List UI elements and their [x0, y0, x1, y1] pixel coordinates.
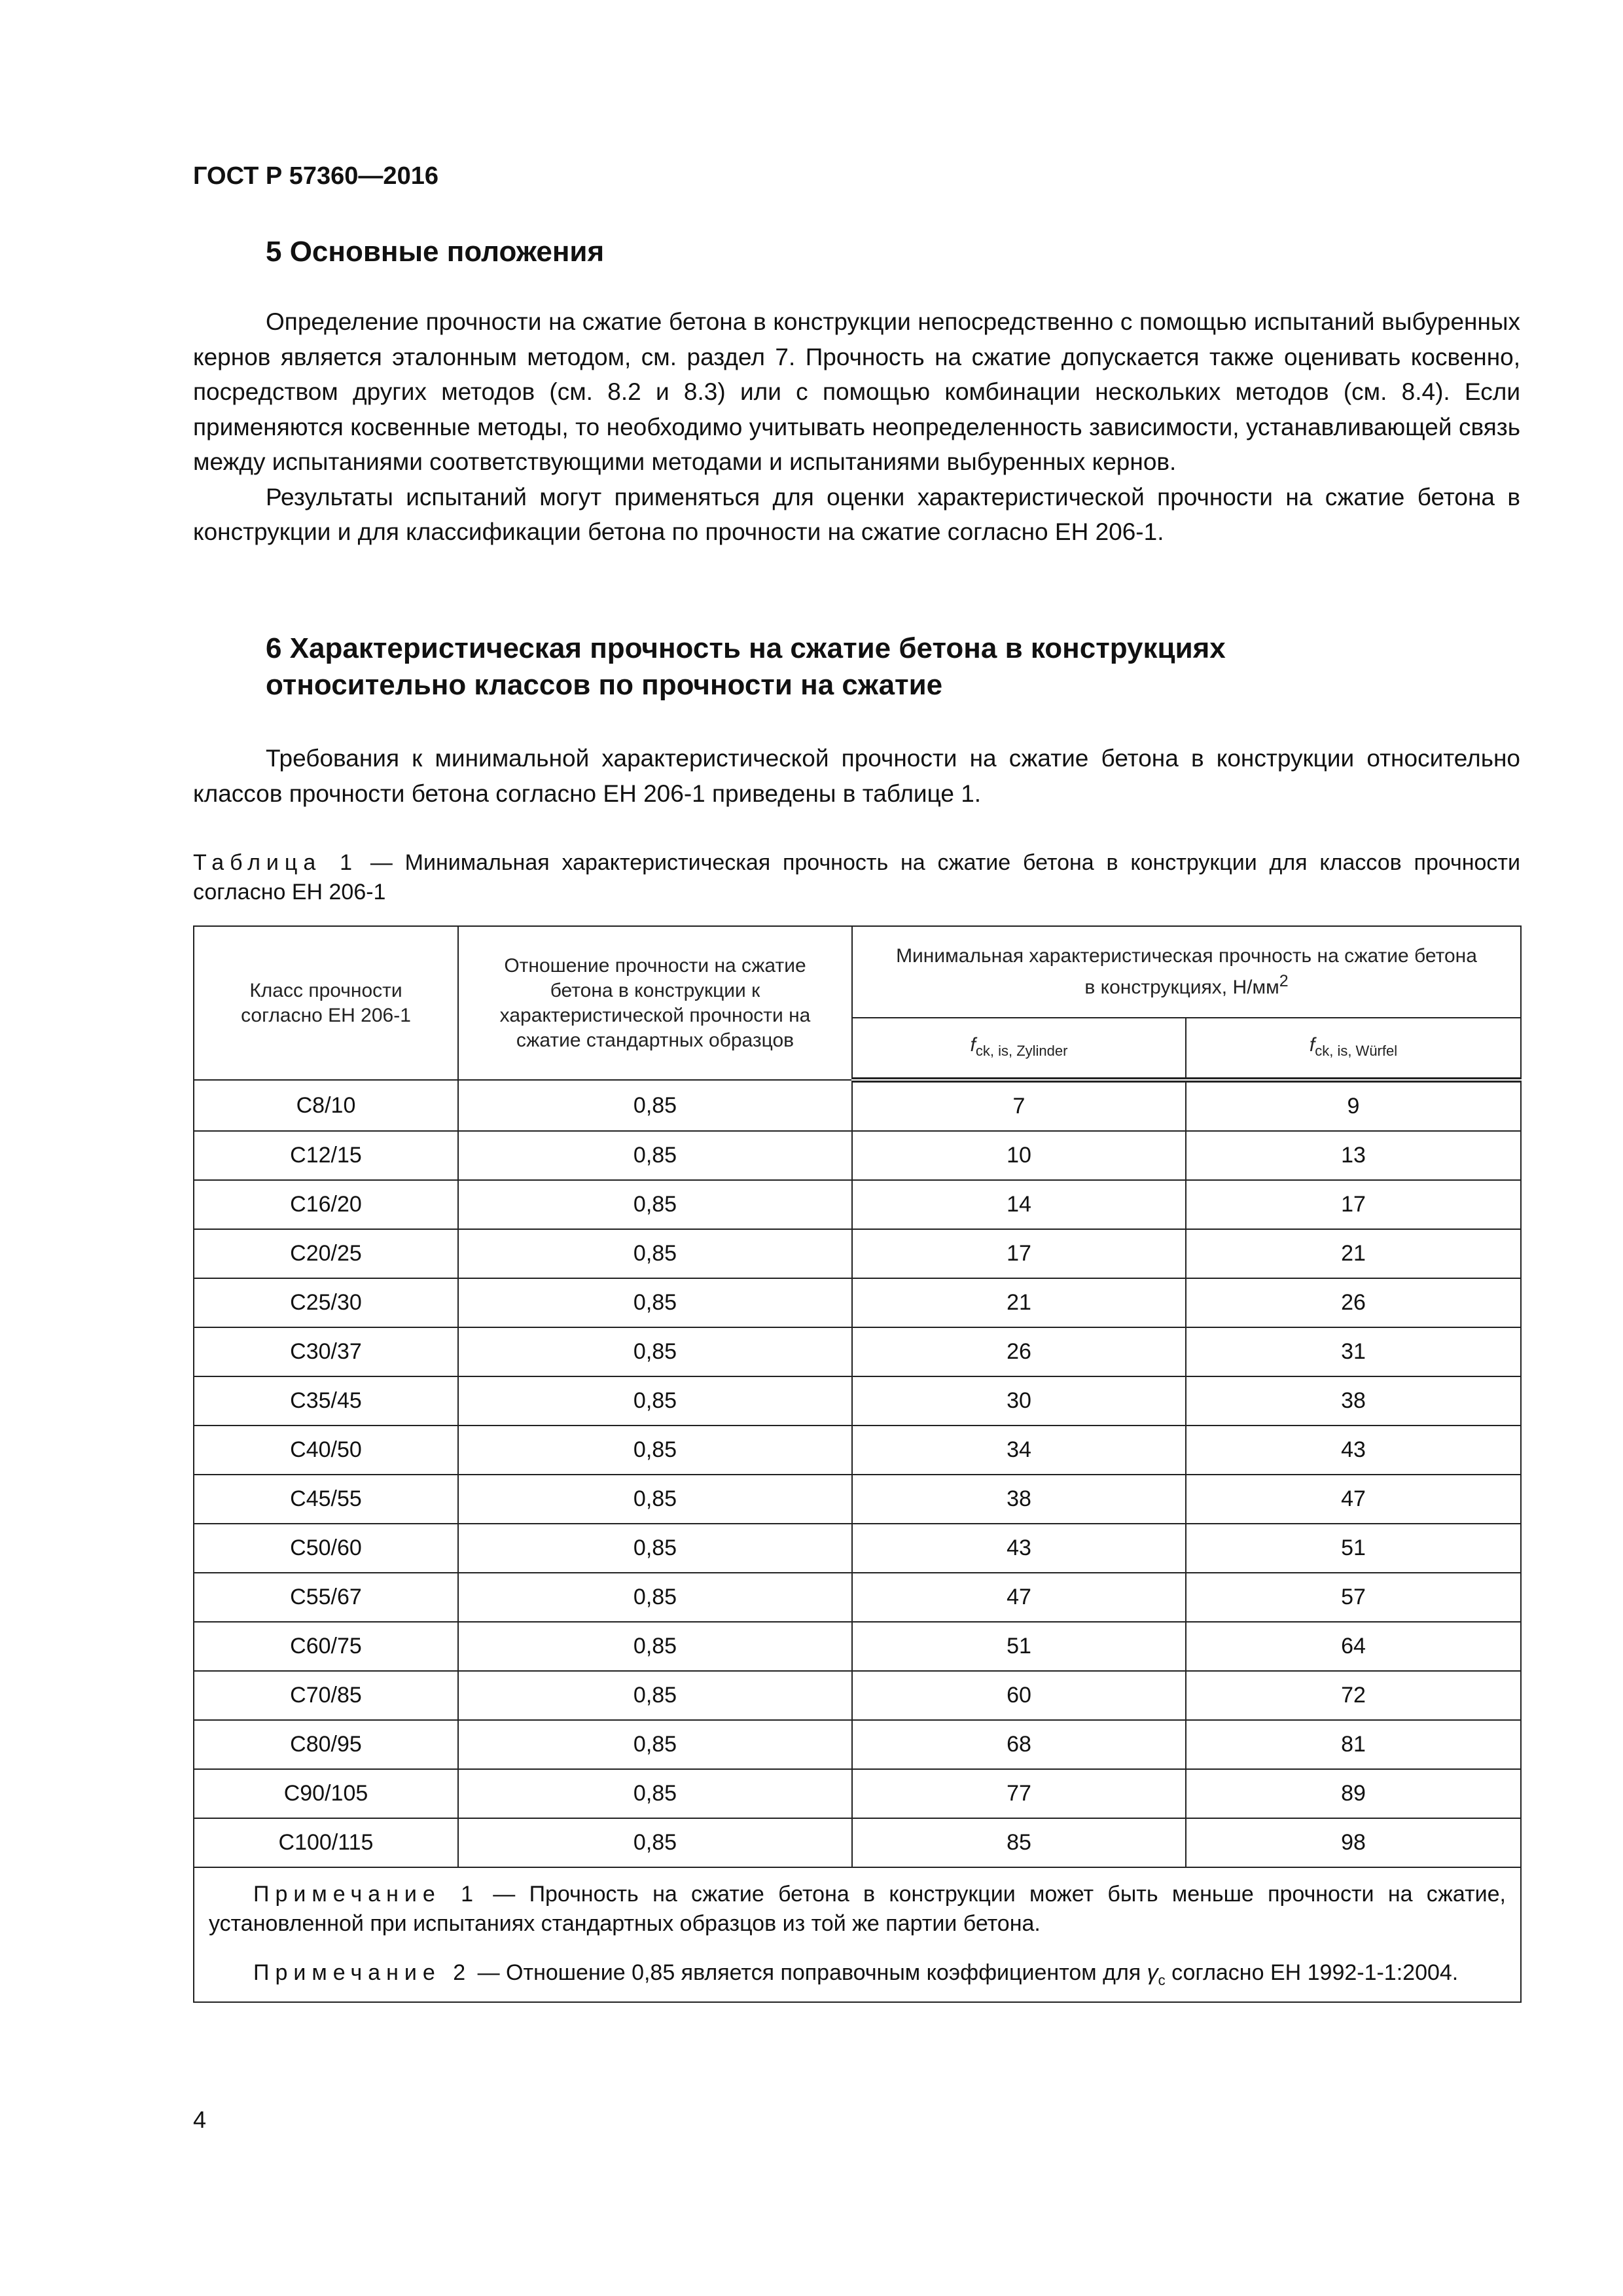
ratio-cell: 0,85 [458, 1229, 852, 1278]
ratio-cell: 0,85 [458, 1475, 852, 1524]
table-row [194, 1131, 1521, 1180]
note-1 [209, 1880, 1506, 1939]
table-row [194, 1278, 1521, 1327]
cylinder-cell: 60 [852, 1671, 1186, 1720]
cube-cell: 9 [1186, 1080, 1521, 1131]
cube-cell: 89 [1186, 1769, 1521, 1818]
table-caption-text: — Минимальная характеристическая прочность на сжатие бетона в конструкции для классов прочности согласно ЕН 206-1 [193, 850, 1520, 905]
ratio-cell: 0,85 [458, 1327, 852, 1376]
table-row [194, 1818, 1521, 1867]
section-6-title-line1: 6 Характеристическая прочность на сжатие бетона в конструкциях [266, 632, 1226, 664]
cylinder-cell: 10 [852, 1131, 1186, 1180]
ratio-cell: 0,85 [458, 1180, 852, 1229]
note-text: согласно ЕН 1992-1-1:2004. [1165, 1960, 1459, 1985]
table-row [194, 1524, 1521, 1573]
document-header: ГОСТ Р 57360—2016 [193, 162, 438, 190]
paragraph: Результаты испытаний могут применяться для оценки характеристической прочности на сжатие бетона в конструкции и для классификации бетона по прочности на сжатие согласно ЕН 206-1. [193, 483, 1520, 545]
cube-cell: 57 [1186, 1573, 1521, 1622]
section-5-title: 5 Основные положения [266, 236, 605, 268]
gamma-symbol: γ [1147, 1960, 1158, 1985]
table-row [194, 1327, 1521, 1376]
cylinder-cell: 26 [852, 1327, 1186, 1376]
table-row [194, 1720, 1521, 1769]
table-row [194, 1622, 1521, 1671]
cube-cell: 13 [1186, 1131, 1521, 1180]
cube-cell: 17 [1186, 1180, 1521, 1229]
ratio-cell: 0,85 [458, 1376, 852, 1426]
ratio-cell: 0,85 [458, 1426, 852, 1475]
cube-cell: 43 [1186, 1426, 1521, 1475]
cube-cell: 51 [1186, 1524, 1521, 1573]
class-cell: C35/45 [194, 1376, 458, 1426]
strength-table [193, 925, 1522, 2003]
header-class: Класс прочности согласно ЕН 206-1 [194, 926, 458, 1080]
cube-cell: 21 [1186, 1229, 1521, 1278]
f-symbol: f [1309, 1033, 1315, 1056]
f-symbol: f [970, 1033, 976, 1056]
cylinder-cell: 17 [852, 1229, 1186, 1278]
cube-cell: 98 [1186, 1818, 1521, 1867]
subscript: ck, is, Zylinder [975, 1042, 1068, 1059]
class-cell: C12/15 [194, 1131, 458, 1180]
cylinder-cell: 85 [852, 1818, 1186, 1867]
class-cell: C55/67 [194, 1573, 458, 1622]
subscript: ck, is, Würfel [1315, 1042, 1398, 1059]
header-cube [1186, 1018, 1521, 1080]
table-row [194, 1229, 1521, 1278]
class-cell: C16/20 [194, 1180, 458, 1229]
cylinder-cell: 7 [852, 1080, 1186, 1131]
header-min-strength-text: Минимальная характеристическая прочность на сжатие бетона в конструкциях, Н/мм [896, 945, 1477, 998]
cube-cell: 26 [1186, 1278, 1521, 1327]
cube-cell: 31 [1186, 1327, 1521, 1376]
ratio-cell: 0,85 [458, 1278, 852, 1327]
section-6-title-line2: относительно классов по прочности на сжатие [266, 669, 943, 701]
subscript: c [1158, 1971, 1166, 1988]
class-cell: C8/10 [194, 1080, 458, 1131]
section-5-body [193, 304, 1520, 550]
paragraph: Определение прочности на сжатие бетона в конструкции непосредственно с помощью испытаний выбуренных кернов является эталонным методом, см. раздел 7. Прочность на сжатие допускается также оценивать косвенно, посредством других методов (см. 8.2 и 8.3) или с помощью комбинации нескольких методов (см. 8.4). Если применяются косвенные методы, то необходимо учитывать неопределенность зависимости, устанавливающей связь между испытаниями соответствующими методами и испытаниями выбуренных кернов. [193, 308, 1520, 475]
ratio-cell: 0,85 [458, 1131, 852, 1180]
cube-cell: 47 [1186, 1475, 1521, 1524]
header-min-strength [852, 926, 1521, 1018]
ratio-cell: 0,85 [458, 1818, 852, 1867]
section-6-body [193, 741, 1520, 811]
table-caption [193, 848, 1520, 907]
class-cell: C50/60 [194, 1524, 458, 1573]
table-row [194, 1671, 1521, 1720]
ratio-cell: 0,85 [458, 1524, 852, 1573]
cylinder-cell: 30 [852, 1376, 1186, 1426]
cylinder-cell: 38 [852, 1475, 1186, 1524]
superscript: 2 [1279, 972, 1289, 990]
cube-cell: 81 [1186, 1720, 1521, 1769]
class-cell: C30/37 [194, 1327, 458, 1376]
class-cell: C100/115 [194, 1818, 458, 1867]
class-cell: C70/85 [194, 1671, 458, 1720]
section-6-title [266, 630, 1226, 704]
page-number: 4 [193, 2106, 207, 2133]
cylinder-cell: 34 [852, 1426, 1186, 1475]
header-cylinder [852, 1018, 1186, 1080]
class-cell: C40/50 [194, 1426, 458, 1475]
table-row [194, 1573, 1521, 1622]
paragraph: Требования к минимальной характеристической прочности на сжатие бетона в конструкции относительно классов прочности бетона согласно ЕН 206-1 приведены в таблице 1. [193, 745, 1520, 807]
cube-cell: 72 [1186, 1671, 1521, 1720]
cylinder-cell: 47 [852, 1573, 1186, 1622]
note-label: Примечание 1 [253, 1882, 479, 1907]
table-row [194, 1080, 1521, 1131]
cube-cell: 38 [1186, 1376, 1521, 1426]
table-caption-label: Таблица 1 [193, 850, 359, 875]
cylinder-cell: 77 [852, 1769, 1186, 1818]
cylinder-cell: 68 [852, 1720, 1186, 1769]
header-ratio: Отношение прочности на сжатие бетона в конструкции к характеристической прочности на сжатие стандартных образцов [458, 926, 852, 1080]
class-cell: C20/25 [194, 1229, 458, 1278]
cylinder-cell: 14 [852, 1180, 1186, 1229]
ratio-cell: 0,85 [458, 1622, 852, 1671]
table-row [194, 1426, 1521, 1475]
table-row [194, 1376, 1521, 1426]
note-label: Примечание 2 [253, 1960, 472, 1985]
ratio-cell: 0,85 [458, 1769, 852, 1818]
cylinder-cell: 43 [852, 1524, 1186, 1573]
class-cell: C25/30 [194, 1278, 458, 1327]
class-cell: C80/95 [194, 1720, 458, 1769]
table-row [194, 1475, 1521, 1524]
cube-cell: 64 [1186, 1622, 1521, 1671]
cylinder-cell: 21 [852, 1278, 1186, 1327]
ratio-cell: 0,85 [458, 1671, 852, 1720]
class-cell: C60/75 [194, 1622, 458, 1671]
table-row [194, 1769, 1521, 1818]
class-cell: C45/55 [194, 1475, 458, 1524]
table-notes [194, 1867, 1521, 2002]
cylinder-cell: 51 [852, 1622, 1186, 1671]
ratio-cell: 0,85 [458, 1573, 852, 1622]
table-row [194, 1180, 1521, 1229]
note-2 [209, 1958, 1506, 1995]
class-cell: C90/105 [194, 1769, 458, 1818]
ratio-cell: 0,85 [458, 1720, 852, 1769]
note-text: — Отношение 0,85 является поправочным коэффициентом для [471, 1960, 1147, 1985]
ratio-cell: 0,85 [458, 1080, 852, 1131]
note-text: — Прочность на сжатие бетона в конструкции может быть меньше прочности на сжатие, установленной при испытаниях стандартных образцов из той же партии бетона. [209, 1882, 1507, 1936]
